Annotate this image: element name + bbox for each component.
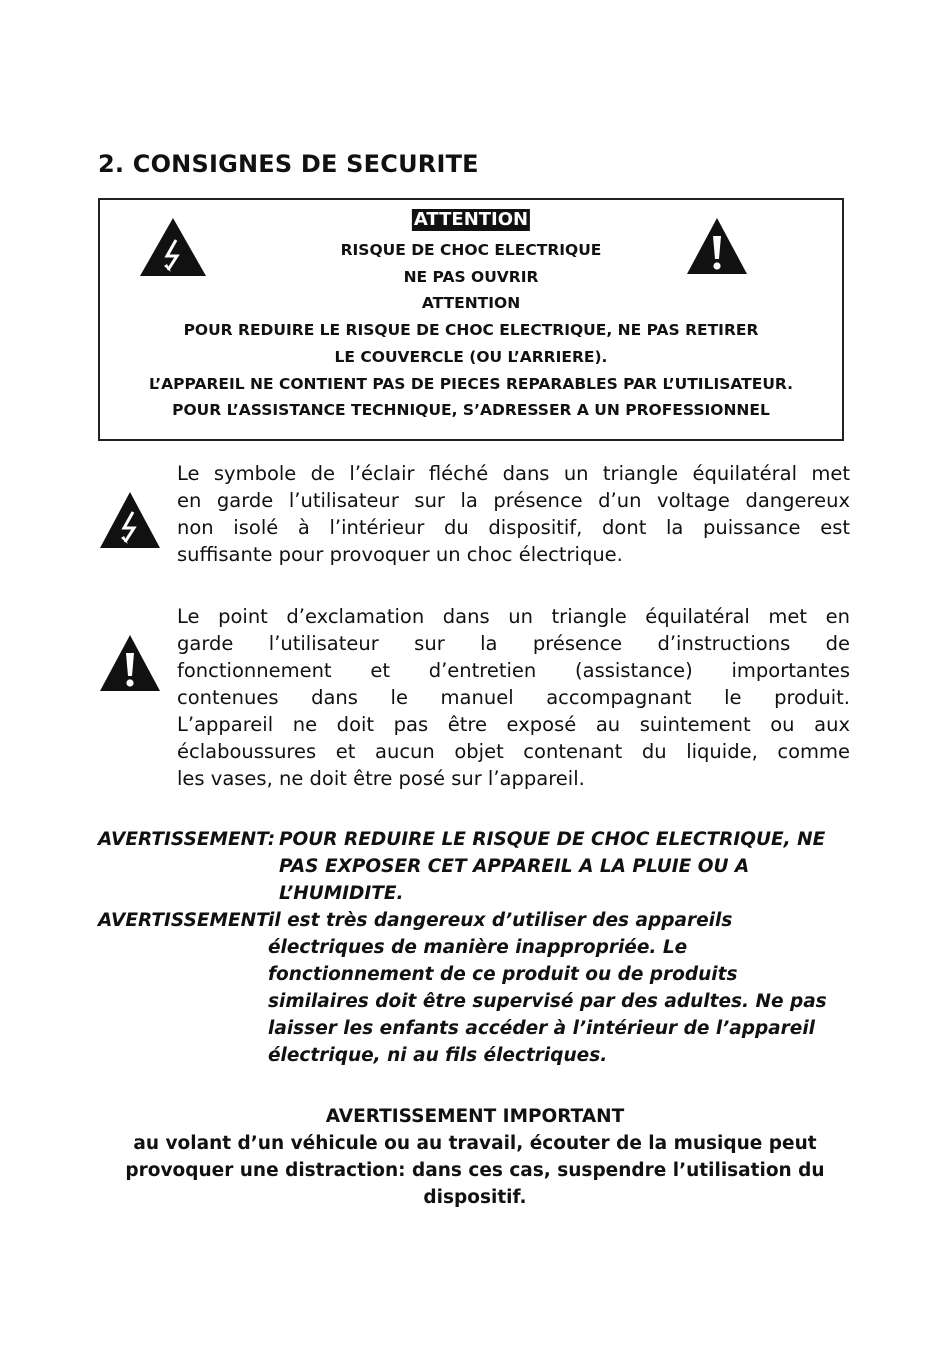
important-warning: [100, 1103, 850, 1211]
warning-line: L’HUMIDITE.: [279, 883, 404, 904]
paragraph-line: Le symbole de l’éclair fléché dans un triangle équilatéral met: [177, 462, 850, 485]
warning-label: AVERTISSEMENT:: [98, 829, 276, 850]
important-heading: AVERTISSEMENT IMPORTANT: [325, 1106, 625, 1127]
warning-line: laisser les enfants accéder à l’intérieur de l’appareil: [268, 1018, 816, 1039]
paragraph-line: éclaboussures et aucun objet contenant du liquide, comme: [177, 740, 850, 763]
paragraph-line: suffisante pour provoquer un choc électrique.: [177, 543, 623, 566]
section-title: 2. CONSIGNES DE SECURITE: [98, 150, 479, 178]
box-line: RISQUE DE CHOC ELECTRIQUE: [340, 241, 602, 259]
warning-line: fonctionnement de ce produit ou de produits: [268, 964, 738, 985]
box-line: L’APPAREIL NE CONTIENT PAS DE PIECES REPARABLES PAR L’UTILISATEUR.: [148, 374, 794, 393]
paragraph-line: non isolé à l’intérieur du dispositif, dont la puissance est: [177, 516, 850, 539]
exclamation-triangle-icon: [98, 633, 162, 693]
warning-line: il est très dangereux d’utiliser des appareils: [268, 910, 733, 931]
box-line: POUR L’ASSISTANCE TECHNIQUE, S’ADRESSER A UN PROFESSIONNEL: [172, 401, 770, 420]
important-line: au volant d’un véhicule ou au travail, écouter de la musique peut: [133, 1133, 817, 1154]
warning-line: similaires doit être supervisé par des adultes. Ne pas: [268, 991, 827, 1012]
important-line: provoquer une distraction: dans ces cas, suspendre l’utilisation du: [125, 1160, 825, 1181]
lightning-symbol-explanation: [98, 460, 850, 572]
paragraph-line: garde l’utilisateur sur la présence d’instructions de: [177, 632, 850, 655]
exclamation-symbol-explanation: [98, 603, 850, 793]
paragraph-line: en garde l’utilisateur sur la présence d’un voltage dangereux: [177, 489, 850, 512]
electric-shock-warning-box: [98, 198, 844, 441]
warning-label: AVERTISSEMENT:: [98, 910, 276, 931]
paragraph-line: fonctionnement et d’entretien (assistance) importantes: [177, 659, 850, 682]
warning-line: PAS EXPOSER CET APPAREIL A LA PLUIE OU A: [279, 856, 750, 877]
lightning-triangle-icon: [98, 490, 162, 550]
box-line: POUR REDUIRE LE RISQUE DE CHOC ELECTRIQUE, NE PAS RETIRER: [183, 321, 759, 340]
paragraph-line: les vases, ne doit être posé sur l’appareil.: [177, 767, 585, 790]
warning-line: POUR REDUIRE LE RISQUE DE CHOC ELECTRIQUE, NE: [279, 829, 826, 850]
important-line: dispositif.: [423, 1187, 527, 1208]
box-line: ATTENTION: [421, 294, 521, 313]
warning-line: électrique, ni au fils électriques.: [268, 1045, 608, 1066]
paragraph-line: L’appareil ne doit pas être exposé au suintement ou aux: [177, 713, 850, 736]
warning-line: électriques de manière inappropriée. Le: [268, 937, 688, 958]
box-line: LE COUVERCLE (OU L’ARRIERE).: [334, 347, 608, 366]
attention-badge: ATTENTION: [413, 209, 529, 230]
paragraph-line: Le point d’exclamation dans un triangle équilatéral met en: [177, 605, 850, 628]
box-line: NE PAS OUVRIR: [403, 267, 539, 286]
paragraph-line: contenues dans le manuel accompagnant le produit.: [177, 686, 850, 709]
